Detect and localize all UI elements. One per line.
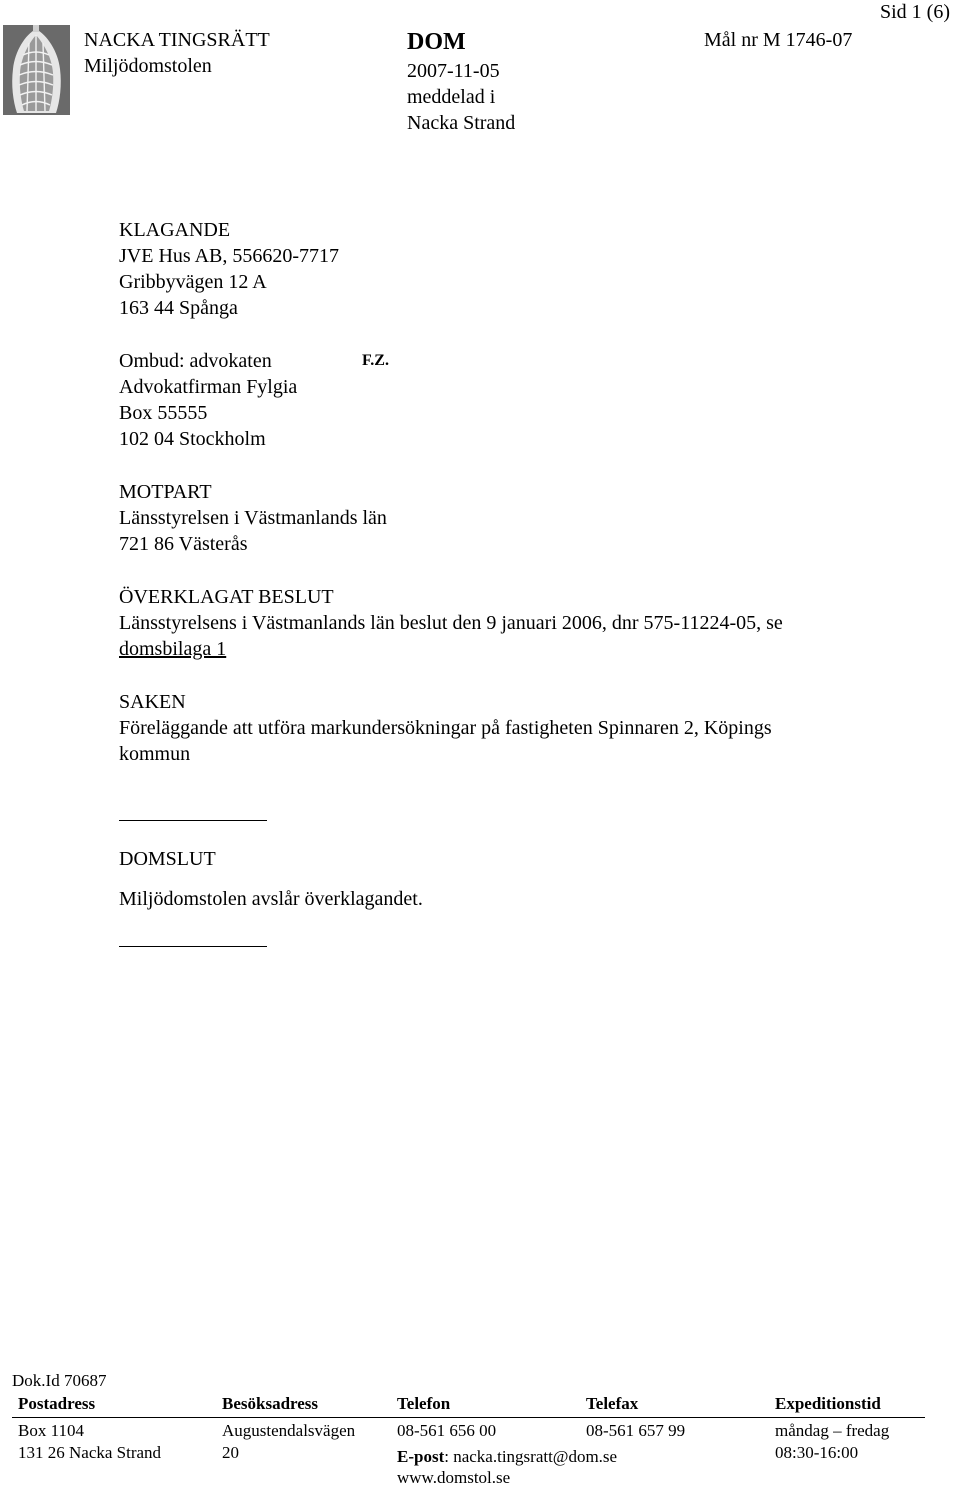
email-label: E-post bbox=[397, 1447, 445, 1466]
email-address: : nacka.tingsratt@dom.se bbox=[444, 1447, 618, 1466]
footer-header-besoksadress: Besöksadress bbox=[222, 1394, 319, 1413]
saken-heading: SAKEN bbox=[119, 691, 186, 713]
page-number: Sid 1 (6) bbox=[880, 1, 950, 23]
document-date: 2007-11-05 bbox=[407, 60, 500, 82]
saken-text: kommun bbox=[119, 743, 191, 765]
motpart-heading: MOTPART bbox=[119, 481, 212, 503]
ombud-line: Advokatfirman Fylgia bbox=[119, 376, 298, 398]
domslut-heading: DOMSLUT bbox=[119, 848, 216, 870]
case-number: Mål nr M 1746-07 bbox=[704, 29, 853, 51]
footer-postadress-line: Box 1104 bbox=[18, 1421, 84, 1440]
footer-telefon: 08-561 656 00 bbox=[397, 1421, 497, 1440]
footer-divider bbox=[12, 1417, 925, 1418]
footer-telefax: 08-561 657 99 bbox=[586, 1421, 686, 1440]
ombud-name: F.Z. bbox=[362, 352, 389, 369]
document-type: DOM bbox=[407, 29, 466, 55]
delivered-label: meddelad i bbox=[407, 86, 496, 108]
footer-email[interactable] bbox=[397, 1446, 617, 1468]
footer-header-telefon: Telefon bbox=[397, 1394, 451, 1413]
klagande-line: 163 44 Spånga bbox=[119, 297, 238, 319]
footer-header-expeditionstid: Expeditionstid bbox=[775, 1394, 881, 1413]
footer-website-link[interactable]: www.domstol.se bbox=[397, 1468, 511, 1487]
footer-postadress-line: 131 26 Nacka Strand bbox=[18, 1443, 162, 1462]
klagande-heading: KLAGANDE bbox=[119, 219, 231, 241]
delivered-place: Nacka Strand bbox=[407, 112, 516, 134]
footer-header-postadress: Postadress bbox=[18, 1394, 96, 1413]
motpart-line: Länsstyrelsen i Västmanlands län bbox=[119, 507, 387, 529]
footer-header-telefax: Telefax bbox=[586, 1394, 639, 1413]
ombud-label: Ombud: advokaten bbox=[119, 350, 272, 372]
footer-besoksadress-line: 20 bbox=[222, 1443, 239, 1462]
court-division: Miljödomstolen bbox=[84, 55, 212, 77]
court-name: NACKA TINGSRÄTT bbox=[84, 29, 270, 51]
domsbilaga-link[interactable]: domsbilaga 1 bbox=[119, 638, 227, 660]
overklagat-text: Länsstyrelsens i Västmanlands län beslut den 9 januari 2006, dnr 575-11224-05, se bbox=[119, 612, 783, 634]
klagande-line: Gribbyvägen 12 A bbox=[119, 271, 267, 293]
motpart-line: 721 86 Västerås bbox=[119, 533, 248, 555]
footer-besoksadress-line: Augustendalsvägen bbox=[222, 1421, 356, 1440]
document-id: Dok.Id 70687 bbox=[12, 1371, 107, 1390]
overklagat-heading: ÖVERKLAGAT BESLUT bbox=[119, 586, 334, 608]
divider bbox=[119, 820, 267, 821]
court-emblem-icon bbox=[3, 25, 70, 115]
ombud-line: 102 04 Stockholm bbox=[119, 428, 266, 450]
klagande-line: JVE Hus AB, 556620-7717 bbox=[119, 245, 340, 267]
footer-expeditionstid-line: 08:30-16:00 bbox=[775, 1443, 859, 1462]
domslut-text: Miljödomstolen avslår överklagandet. bbox=[119, 888, 423, 910]
ombud-line: Box 55555 bbox=[119, 402, 208, 424]
saken-text: Föreläggande att utföra markundersökningar på fastigheten Spinnaren 2, Köpings bbox=[119, 717, 772, 739]
divider bbox=[119, 946, 267, 947]
footer-expeditionstid-line: måndag – fredag bbox=[775, 1421, 890, 1440]
